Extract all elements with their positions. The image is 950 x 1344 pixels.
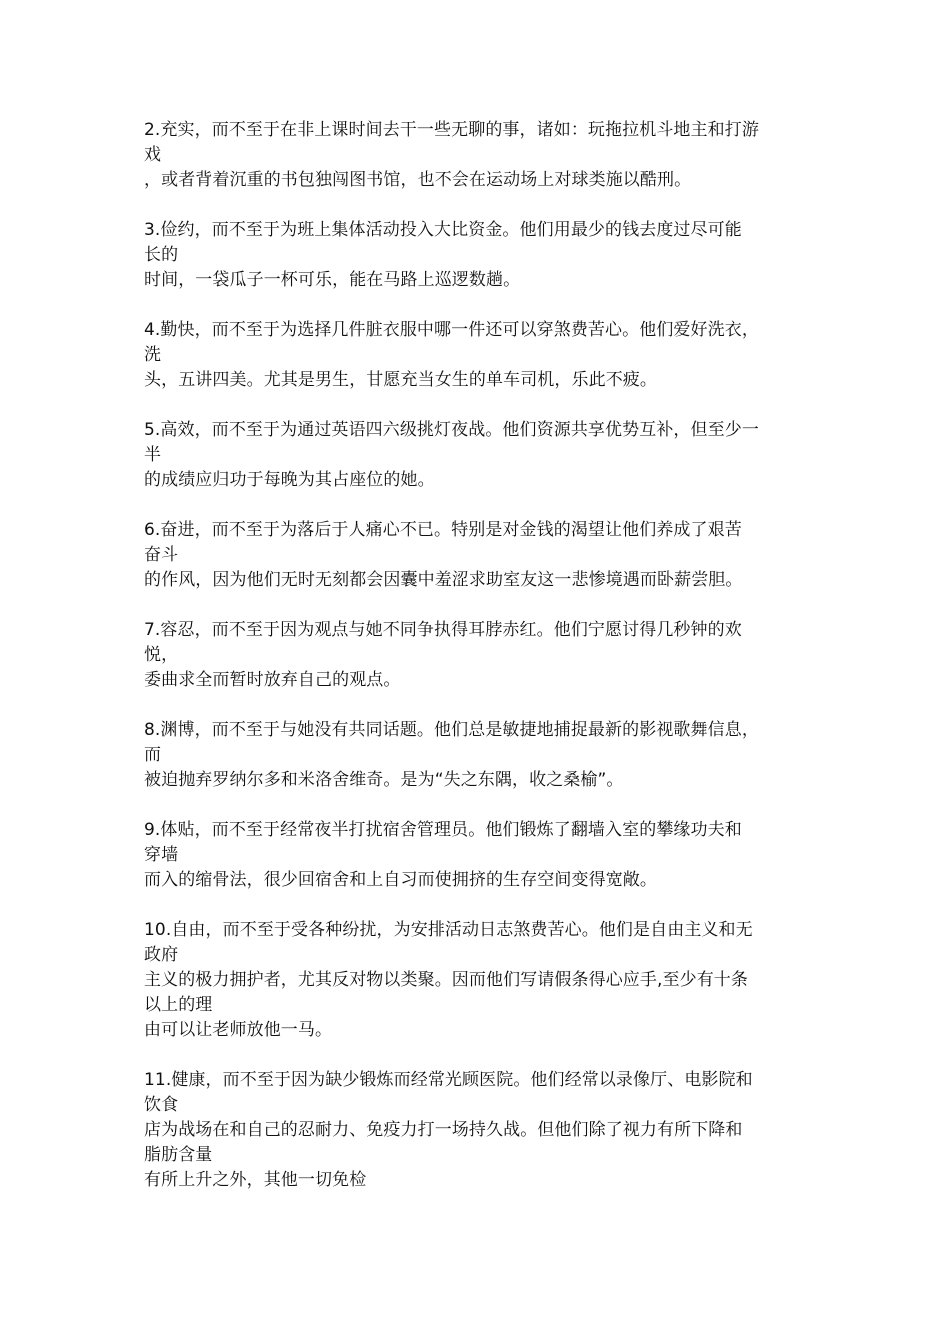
text-line: 脂肪含量 — [144, 1145, 213, 1165]
text-line: 洗 — [144, 345, 162, 365]
paragraph-5 — [144, 418, 810, 493]
paragraph-3 — [144, 218, 810, 293]
document-body — [144, 118, 810, 1218]
text-line: 饮食 — [144, 1095, 179, 1115]
paragraph-10 — [144, 918, 810, 1043]
text-line: 5.高效，而不至于为通过英语四六级挑灯夜战。他们资源共享优势互补，但至少一 — [144, 420, 759, 440]
paragraph-8 — [144, 718, 810, 793]
text-line: 有所上升之外，其他一切免检 — [144, 1170, 367, 1190]
text-line: 戏 — [144, 145, 162, 165]
text-line: 9.体贴，而不至于经常夜半打扰宿舍管理员。他们锻炼了翻墙入室的攀缘功夫和 — [144, 820, 742, 840]
text-line: 10.自由，而不至于受各种纷扰，为安排活动日志煞费苦心。他们是自由主义和无 — [144, 920, 753, 940]
text-line: 的成绩应归功于每晚为其占座位的她。 — [144, 470, 435, 490]
paragraph-6 — [144, 518, 810, 593]
text-line: 而 — [144, 745, 162, 765]
paragraph-2 — [144, 118, 810, 193]
text-line: 政府 — [144, 945, 179, 965]
text-line: 的作风，因为他们无时无刻都会因囊中羞涩求助室友这一悲惨境遇而卧薪尝胆。 — [144, 570, 743, 590]
text-line: 8.渊博，而不至于与她没有共同话题。他们总是敏捷地捕捉最新的影视歌舞信息， — [144, 720, 759, 740]
text-line: 6.奋进，而不至于为落后于人痛心不已。特别是对金钱的渴望让他们养成了艰苦 — [144, 520, 742, 540]
paragraph-11 — [144, 1068, 810, 1193]
paragraph-4 — [144, 318, 810, 393]
text-line: 4.勤快，而不至于为选择几件脏衣服中哪一件还可以穿煞费苦心。他们爱好洗衣， — [144, 320, 759, 340]
text-line: 半 — [144, 445, 162, 465]
text-line: 由可以让老师放他一马。 — [144, 1020, 333, 1040]
text-line: 以上的理 — [144, 995, 213, 1015]
text-line: 委曲求全而暂时放弃自己的观点。 — [144, 670, 401, 690]
text-line: 头，五讲四美。尤其是男生，甘愿充当女生的单车司机，乐此不疲。 — [144, 370, 657, 390]
text-line: 3.俭约，而不至于为班上集体活动投入大比资金。他们用最少的钱去度过尽可能 — [144, 220, 742, 240]
text-line: 而入的缩骨法，很少回宿舍和上自习而使拥挤的生存空间变得宽敞。 — [144, 870, 657, 890]
text-line: 奋斗 — [144, 545, 179, 565]
text-line: 穿墙 — [144, 845, 179, 865]
text-line: 店为战场在和自己的忍耐力、免疫力打一场持久战。但他们除了视力有所下降和 — [144, 1120, 743, 1140]
text-line: 主义的极力拥护者，尤其反对物以类聚。因而他们写请假条得心应手,至少有十条 — [144, 970, 749, 990]
text-line: 11.健康，而不至于因为缺少锻炼而经常光顾医院。他们经常以录像厅、电影院和 — [144, 1070, 753, 1090]
paragraph-9 — [144, 818, 810, 893]
text-line: ，或者背着沉重的书包独闯图书馆，也不会在运动场上对球类施以酷刑。 — [144, 170, 692, 190]
paragraph-7 — [144, 618, 810, 693]
text-line: 7.容忍，而不至于因为观点与她不同争执得耳脖赤红。他们宁愿讨得几秒钟的欢 — [144, 620, 742, 640]
text-line: 悦， — [144, 645, 179, 665]
text-line: 被迫抛弃罗纳尔多和米洛舍维奇。是为“失之东隅，收之桑榆”。 — [144, 770, 624, 790]
text-line: 时间，一袋瓜子一杯可乐，能在马路上巡逻数趟。 — [144, 270, 521, 290]
text-line: 2.充实，而不至于在非上课时间去干一些无聊的事，诸如：玩拖拉机斗地主和打游 — [144, 120, 759, 140]
text-line: 长的 — [144, 245, 179, 265]
